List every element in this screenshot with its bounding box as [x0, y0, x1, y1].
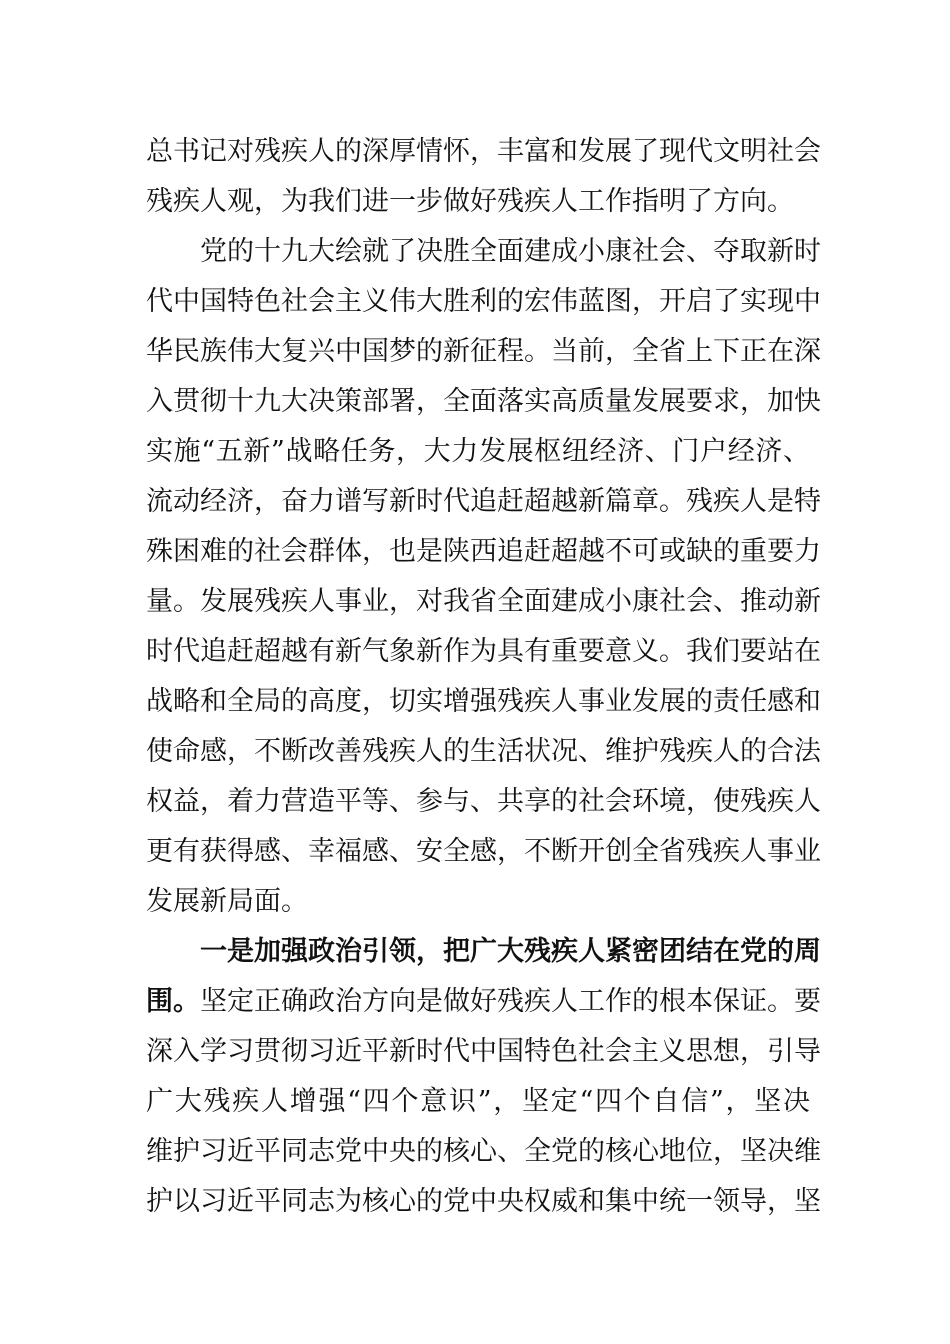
section-heading-line: 一是加强政治引领，把广大残疾人紧密团结在党的周 — [200, 936, 821, 967]
text-line: 维护习近平同志党中央的核心、全党的核心地位，坚决维 — [146, 1136, 821, 1167]
text-line: 广大残疾人增强“四个意识”，坚定“四个自信”，坚决 — [146, 1086, 810, 1117]
text-line — [146, 985, 821, 1019]
text-line: 华民族伟大复兴中国梦的新征程。当前，全省上下正在深 — [146, 336, 821, 367]
text-line: 权益，着力营造平等、参与、共享的社会环境，使残疾人 — [146, 786, 821, 817]
text-line: 总书记对残疾人的深厚情怀，丰富和发展了现代文明社会 — [146, 136, 821, 167]
text-line: 时代追赶超越有新气象新作为具有重要意义。我们要站在 — [146, 636, 821, 667]
text-line: 实施“五新”战略任务，大力发展枢纽经济、门户经济、 — [146, 436, 810, 467]
section-heading-end: 围。 — [146, 986, 200, 1017]
paragraph-start-line: 党的十九大绘就了决胜全面建成小康社会、夺取新时 — [200, 236, 821, 267]
text-line: 流动经济，奋力谱写新时代追赶超越新篇章。残疾人是特 — [146, 486, 821, 517]
text-line: 战略和全局的高度，切实增强残疾人事业发展的责任感和 — [146, 686, 821, 717]
text-line: 残疾人观，为我们进一步做好残疾人工作指明了方向。 — [146, 186, 794, 217]
text-line-rest: 坚定正确政治方向是做好残疾人工作的根本保证。要 — [200, 986, 821, 1017]
text-line: 代中国特色社会主义伟大胜利的宏伟蓝图，开启了实现中 — [146, 286, 821, 317]
text-line: 入贯彻十九大决策部署，全面落实高质量发展要求，加快 — [146, 386, 821, 417]
text-line: 护以习近平同志为核心的党中央权威和集中统一领导，坚 — [146, 1186, 821, 1217]
text-line: 殊困难的社会群体，也是陕西追赶超越不可或缺的重要力 — [146, 536, 821, 567]
text-line: 更有获得感、幸福感、安全感，不断开创全省残疾人事业 — [146, 836, 821, 867]
text-line: 发展新局面。 — [146, 886, 308, 917]
text-line: 使命感，不断改善残疾人的生活状况、维护残疾人的合法 — [146, 736, 821, 767]
text-line: 深入学习贯彻习近平新时代中国特色社会主义思想，引导 — [146, 1036, 821, 1067]
text-line: 量。发展残疾人事业，对我省全面建成小康社会、推动新 — [146, 586, 821, 617]
